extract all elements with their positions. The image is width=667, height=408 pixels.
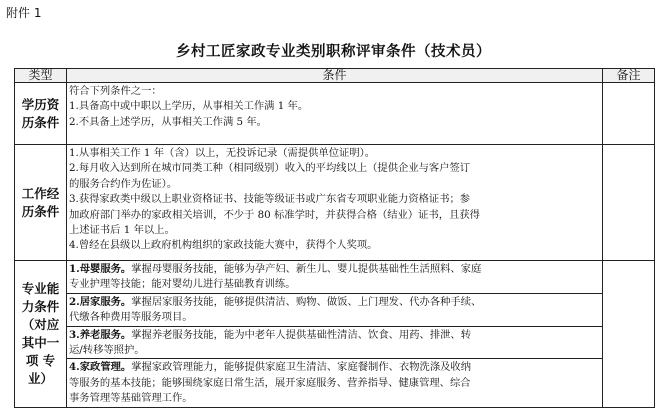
ability-item-elderly [67, 326, 602, 359]
condition-line: 4.曾经在县级以上政府机构组织的家政技能大赛中，获得个人奖项。 [69, 239, 378, 252]
condition-line: 2.每月收入达到所在城市同类工种（相同级别）收入的平均线以上（提供企业与客户签订 [69, 162, 471, 175]
ability-item [67, 293, 602, 326]
ability-item [67, 326, 602, 359]
table-row [15, 145, 655, 261]
ability-item-management [67, 359, 602, 407]
row-type-ability [15, 261, 67, 408]
condition-line: 的服务合约作为佐证）。 [69, 177, 178, 190]
item-heading: 4.家政管理。 [69, 361, 132, 374]
row-conditions-ability [67, 261, 603, 408]
type-line: （对应 [21, 316, 60, 332]
row-type-education [15, 83, 67, 145]
item-text: 掌握家政管理能力，能够提供家庭卫生清洁、家庭餐制作、衣物洗涤及收纳 [131, 361, 472, 374]
item-line [69, 262, 600, 277]
item-text: 掌握居家服务技能，能够提供清洁、购物、做饭、上门理发、代办各种手续、 [131, 295, 482, 308]
criteria-table [14, 68, 655, 408]
item-line: 代缴各种费用等服务项目。 [69, 311, 193, 324]
condition-line: 3.获得家政类中级以上职业资格证书、技能等级证书或广东省专项职业能力资格证书；参 [69, 193, 471, 206]
item-heading: 3.养老服务。 [69, 328, 132, 341]
item-line: 事务管理等基础管理工作。 [69, 392, 193, 405]
condition-line: 2.不具备上述学历，从事相关工作满 5 年。 [69, 115, 267, 128]
item-line [69, 295, 600, 310]
table-row [15, 261, 655, 408]
type-line: 学历资 [21, 96, 60, 112]
condition-line: 上述证书后 1 年以上。 [69, 224, 175, 237]
ability-items [67, 261, 602, 407]
type-line: 项 专 [25, 352, 56, 368]
row-note [603, 83, 655, 145]
ability-item [67, 261, 602, 293]
item-text: 掌握母婴服务技能，能够为孕产妇、新生儿、婴儿提供基础性生活照料、家庭 [131, 263, 482, 275]
ability-item-home [67, 293, 602, 326]
row-type-experience [15, 145, 67, 261]
item-line: 专业护理等技能；能对婴幼儿进行基础教育训练。 [69, 278, 296, 291]
header-conditions: 条件 [67, 69, 603, 83]
item-heading: 1.母婴服务。 [69, 263, 132, 275]
row-conditions-experience [67, 145, 603, 261]
ability-item-maternal [67, 261, 602, 293]
type-line: 工作经 [21, 185, 60, 201]
table-header-row [15, 69, 655, 83]
item-line [69, 328, 600, 343]
type-line: 业） [27, 370, 53, 386]
header-type: 类型 [15, 69, 67, 83]
item-line: 等服务的基本技能；能够围绕家庭日常生活，展开家庭服务、营养指导、健康管理、综合 [69, 376, 471, 389]
item-line: 运/转移等照护。 [69, 344, 145, 357]
document-title: 乡村工匠家政专业类别职称评审条件（技术员） [176, 44, 491, 60]
row-note [603, 145, 655, 261]
condition-line: 符合下列条件之一： [69, 85, 162, 97]
header-notes: 备注 [603, 69, 655, 83]
condition-line: 1.从事相关工作 1 年（含）以上，无投诉记录（需提供单位证明）。 [69, 147, 376, 159]
type-line: 力条件 [21, 298, 60, 314]
type-line: 专业能 [21, 280, 60, 296]
ability-item [67, 359, 602, 407]
type-line: 其中一 [21, 334, 60, 350]
type-line: 历条件 [21, 114, 60, 130]
condition-line: 加政府部门举办的家政相关培训，不少于 80 标准学时，并获得合格（结业）证书，且获得 [69, 208, 480, 221]
condition-line: 1.具备高中或中职以上学历，从事相关工作满 1 年。 [69, 100, 309, 113]
item-heading: 2.居家服务。 [69, 295, 132, 308]
type-line: 历条件 [21, 203, 60, 219]
row-note [603, 261, 655, 408]
item-line [69, 360, 600, 375]
table-row [15, 83, 655, 145]
row-conditions-education [67, 83, 603, 145]
item-text: 掌握养老服务技能，能为中老年人提供基础性清洁、饮食、用药、排泄、转 [131, 328, 472, 341]
attachment-label: 附件 1 [6, 6, 42, 20]
